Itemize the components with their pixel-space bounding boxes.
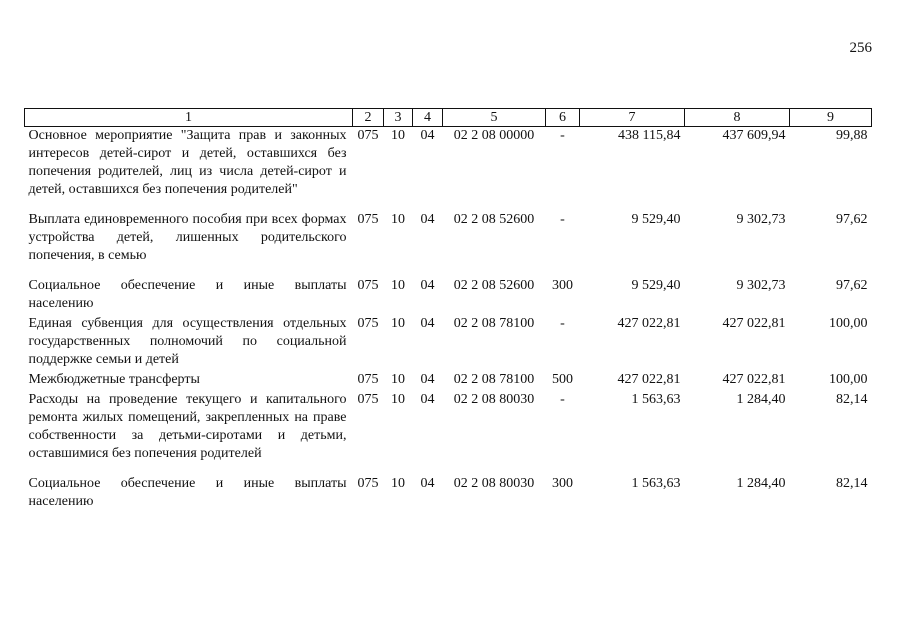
cell-planned: 1 563,63 xyxy=(631,392,681,407)
cell-target-article: 02 2 08 52600 xyxy=(453,212,535,227)
cell-ministry-code: 075 xyxy=(357,128,379,143)
cell-subsection: 04 xyxy=(420,392,435,407)
cell-executed: 9 302,73 xyxy=(736,212,786,227)
table-row xyxy=(25,391,872,475)
cell-executed: 1 284,40 xyxy=(736,392,786,407)
cell-target-article: 02 2 08 78100 xyxy=(453,316,535,331)
row-name: Расходы на проведение текущего и капитального ремонта жилых помещений, закрепленных на праве собственности за детьми-сиротами и детьми, оставшимися без попечения родителей xyxy=(28,392,347,461)
cell-ministry-code: 075 xyxy=(357,212,379,227)
cell-target-article: 02 2 08 80030 xyxy=(453,392,535,407)
cell-section: 10 xyxy=(391,372,405,387)
cell-section: 10 xyxy=(391,316,405,331)
cell-ministry-code: 075 xyxy=(357,316,379,331)
table-row xyxy=(25,127,872,212)
column-header: 5 xyxy=(443,109,546,127)
row-name: Социальное обеспечение и иные выплаты населению xyxy=(28,278,347,311)
row-name: Межбюджетные трансферты xyxy=(28,372,200,387)
cell-planned: 438 115,84 xyxy=(618,128,681,143)
cell-planned: 427 022,81 xyxy=(617,372,681,387)
cell-percent: 100,00 xyxy=(829,316,868,331)
cell-subsection: 04 xyxy=(420,316,435,331)
budget-table xyxy=(24,108,872,513)
cell-expense-type: - xyxy=(560,128,565,143)
cell-percent: 97,62 xyxy=(836,278,868,293)
cell-ministry-code: 075 xyxy=(357,392,379,407)
cell-ministry-code: 075 xyxy=(357,278,379,293)
cell-expense-type: - xyxy=(560,212,565,227)
row-name: Основное мероприятие "Защита прав и законных интересов детей-сирот и детей, оставшихся без попечения родителей, лиц из числа детей-сирот и детей, оставшихся без попечения родителей" xyxy=(28,128,347,197)
column-header: 2 xyxy=(353,109,384,127)
cell-section: 10 xyxy=(391,212,405,227)
column-header: 6 xyxy=(546,109,580,127)
cell-percent: 100,00 xyxy=(829,372,868,387)
table-row xyxy=(25,475,872,513)
cell-subsection: 04 xyxy=(420,278,435,293)
cell-ministry-code: 075 xyxy=(357,476,379,491)
cell-expense-type: 300 xyxy=(552,278,573,293)
table-row xyxy=(25,277,872,315)
column-header: 1 xyxy=(25,109,353,127)
cell-section: 10 xyxy=(391,128,405,143)
cell-percent: 97,62 xyxy=(836,212,868,227)
table-row xyxy=(25,211,872,277)
cell-planned: 9 529,40 xyxy=(631,278,681,293)
cell-executed: 1 284,40 xyxy=(736,476,786,491)
column-header: 7 xyxy=(580,109,685,127)
cell-expense-type: - xyxy=(560,316,565,331)
cell-executed: 427 022,81 xyxy=(722,372,786,387)
cell-percent: 82,14 xyxy=(836,392,868,407)
row-name: Выплата единовременного пособия при всех формах устройства детей, лишенных родительского попечения, в семью xyxy=(28,212,347,263)
cell-executed: 427 022,81 xyxy=(722,316,786,331)
cell-executed: 437 609,94 xyxy=(722,128,786,143)
row-name: Единая субвенция для осуществления отдельных государственных полномочий по социальной поддержке семьи и детей xyxy=(28,316,347,367)
table-header xyxy=(25,109,872,127)
cell-expense-type: - xyxy=(560,392,565,407)
cell-section: 10 xyxy=(391,278,405,293)
cell-target-article: 02 2 08 80030 xyxy=(453,476,535,491)
column-header: 8 xyxy=(685,109,790,127)
cell-target-article: 02 2 08 00000 xyxy=(453,128,535,143)
cell-ministry-code: 075 xyxy=(357,372,379,387)
cell-subsection: 04 xyxy=(420,128,435,143)
row-name: Социальное обеспечение и иные выплаты населению xyxy=(28,476,347,509)
cell-section: 10 xyxy=(391,392,405,407)
cell-subsection: 04 xyxy=(420,372,435,387)
cell-planned: 427 022,81 xyxy=(617,316,681,331)
column-header: 3 xyxy=(384,109,413,127)
page-number: 256 xyxy=(849,40,872,56)
cell-subsection: 04 xyxy=(420,476,435,491)
cell-expense-type: 300 xyxy=(552,476,573,491)
column-header: 4 xyxy=(413,109,443,127)
table-row xyxy=(25,315,872,371)
cell-executed: 9 302,73 xyxy=(736,278,786,293)
cell-section: 10 xyxy=(391,476,405,491)
cell-expense-type: 500 xyxy=(552,372,573,387)
cell-percent: 82,14 xyxy=(836,476,868,491)
cell-planned: 9 529,40 xyxy=(631,212,681,227)
cell-subsection: 04 xyxy=(420,212,435,227)
cell-target-article: 02 2 08 52600 xyxy=(453,278,535,293)
cell-percent: 99,88 xyxy=(836,128,868,143)
column-header: 9 xyxy=(790,109,872,127)
cell-target-article: 02 2 08 78100 xyxy=(453,372,535,387)
table-row xyxy=(25,371,872,391)
cell-planned: 1 563,63 xyxy=(631,476,681,491)
